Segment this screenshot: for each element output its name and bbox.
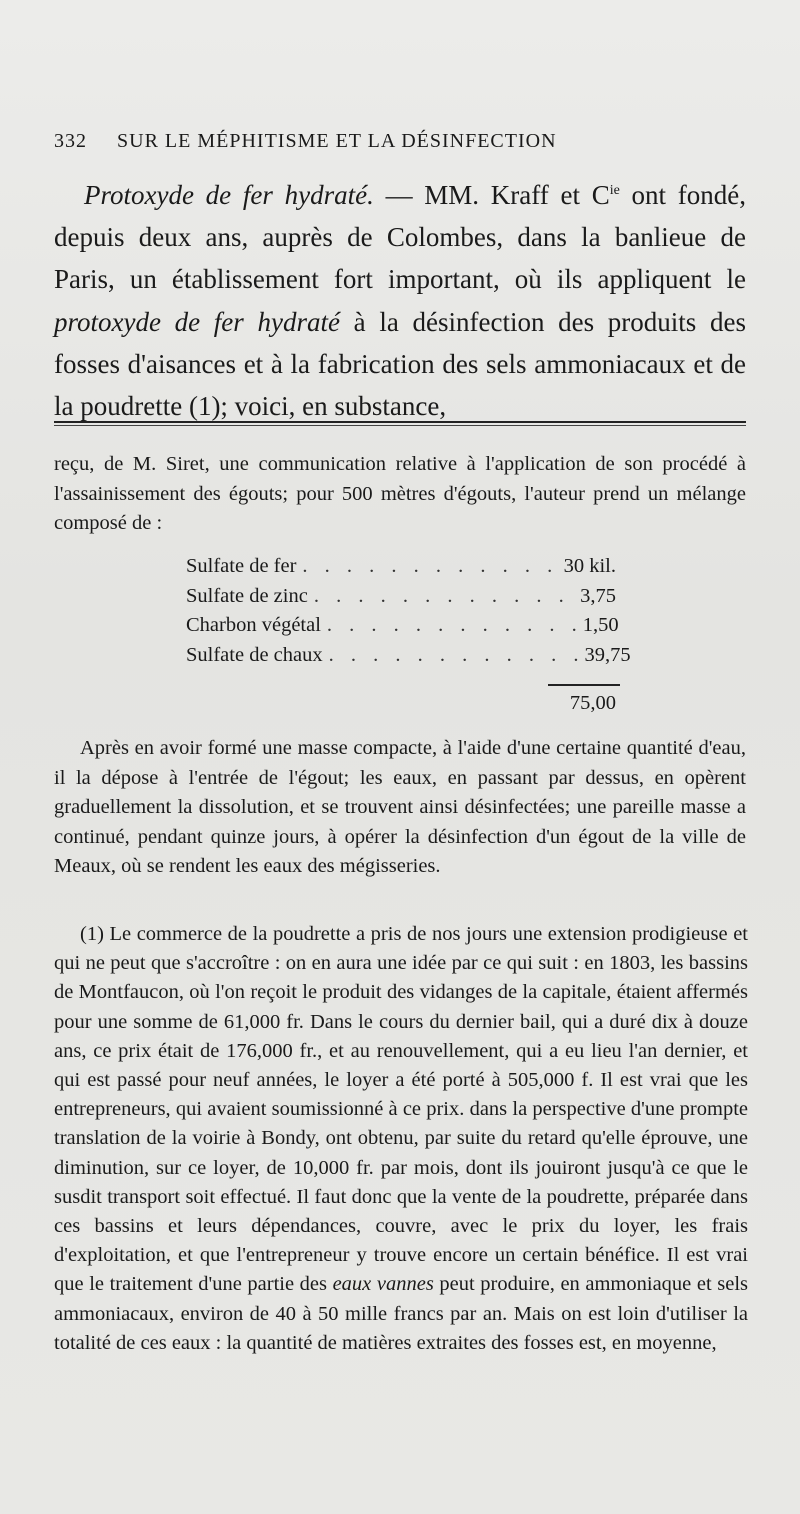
page-number: 332 (54, 130, 87, 152)
recipe-row: Sulfate de fer . . . . . . . . . . . . 30 kil. (186, 552, 616, 582)
footnote-text-2: peut produire, en ammoniaque et sels ammoniacaux, environ de 40 à 50 mille francs par an. Mais on est loin d'utiliser la totalité de ces eaux : la quantité de matières extraites des fosses est, en moyenne, (54, 1273, 748, 1354)
running-title: SUR LE MÉPHITISME ET LA DÉSINFECTION (117, 130, 557, 152)
recipe-total: 75,00 (569, 692, 616, 714)
total-rule (548, 684, 620, 686)
recipe-row: Sulfate de chaux . . . . . . . . . . . . 39,75 (186, 641, 616, 671)
recipe-name: Sulfate de zinc (186, 584, 308, 607)
recipe-value: 3,75 (580, 584, 616, 607)
para2-text: Après en avoir formé une masse compacte, à l'aide d'une certaine quantité d'eau, il la dépose à l'entrée de l'égout; les eaux, en passant par dessus, en opèrent graduellement la dissolution, et se trouvent ainsi désinfectées; une pareille masse a continué, pendant quinze jours, à opérer la désinfection d'un égout de la ville de Meaux, où se rendent les eaux des mégisseries. (54, 737, 746, 878)
main-italic-2: protoxyde de fer hydraté (54, 306, 340, 337)
recipe-value: 39,75 (584, 643, 631, 666)
footnote-italic: eaux vannes (332, 1273, 434, 1296)
main-superscript: ie (609, 183, 620, 198)
main-text-1: — MM. Kraff et C (373, 180, 610, 210)
recipe-name: Sulfate de chaux (186, 643, 323, 666)
section-rule (54, 421, 746, 426)
main-text-2: ont fondé, depuis deux ans, auprès de Colombes, dans la banlieue de Paris, un établissement fort important, où ils appliquent le (54, 180, 747, 295)
note-text: reçu, de M. Siret, une communication relative à l'application de son procédé à l'assainissement des égouts; pour 500 mètres d'égouts, l'auteur prend un mélange composé de : (54, 453, 746, 534)
recipe-name: Charbon végétal (186, 614, 321, 636)
recipe-name: Sulfate de fer (186, 555, 297, 577)
running-header (54, 130, 754, 153)
footnote (54, 920, 748, 1358)
main-text-3: à la désinfection des produits des fosses d'aisances et à la fabrication des sels ammoniacaux et de la poudrette (1); voici, en substance, (54, 306, 746, 422)
main-paragraph (54, 170, 746, 427)
recipe-value: 30 kil. (563, 555, 616, 577)
note-paragraph-2 (54, 734, 746, 882)
note-continuation (54, 450, 746, 539)
recipe-value: 1,50 (582, 614, 619, 636)
recipe-table (186, 552, 631, 670)
recipe-row: Sulfate de zinc . . . . . . . . . . . . 3,75 (186, 582, 616, 612)
recipe-row: Charbon végétal . . . . . . . . . . . . 1,50 (186, 611, 616, 641)
footnote-text-1: (1) Le commerce de la poudrette a pris de nos jours une extension prodigieuse et qui ne peut que s'accroître : on en aura une idée par ce qui suit : en 1803, les bassins de Montfaucon, où l'on reçoit le produit des vidanges de la capitale, étaient affermés pour une somme de 61,000 fr. Dans le cours du dernier bail, qui a duré dix à douze ans, ce prix était de 176,000 fr., et au renouvellement, qui a eu lieu l'an dernier, et qui est passé pour neuf années, le loyer a été porté à 505,000 f. Il est vrai que les entrepreneurs, qui avaient soumissionné à ce prix. dans la perspective d'une prompte translation de la voirie à Bondy, ont obtenu, par suite du retard qu'elle éprouve, une diminution, sur ce loyer, de 10,000 fr. par mois, dont ils jouiront jusqu'à ce que le susdit transport soit effectué. Il faut donc que la vente de la poudrette, préparée dans ces bassins et leurs dépendances, couvre, avec le prix du loyer, les frais d'exploitation, et que l'entrepreneur y trouve encore un certain bénéfice. Il est vrai que le traitement d'une partie des (54, 923, 748, 1296)
lead-italic: Protoxyde de fer hydraté. (84, 180, 374, 210)
